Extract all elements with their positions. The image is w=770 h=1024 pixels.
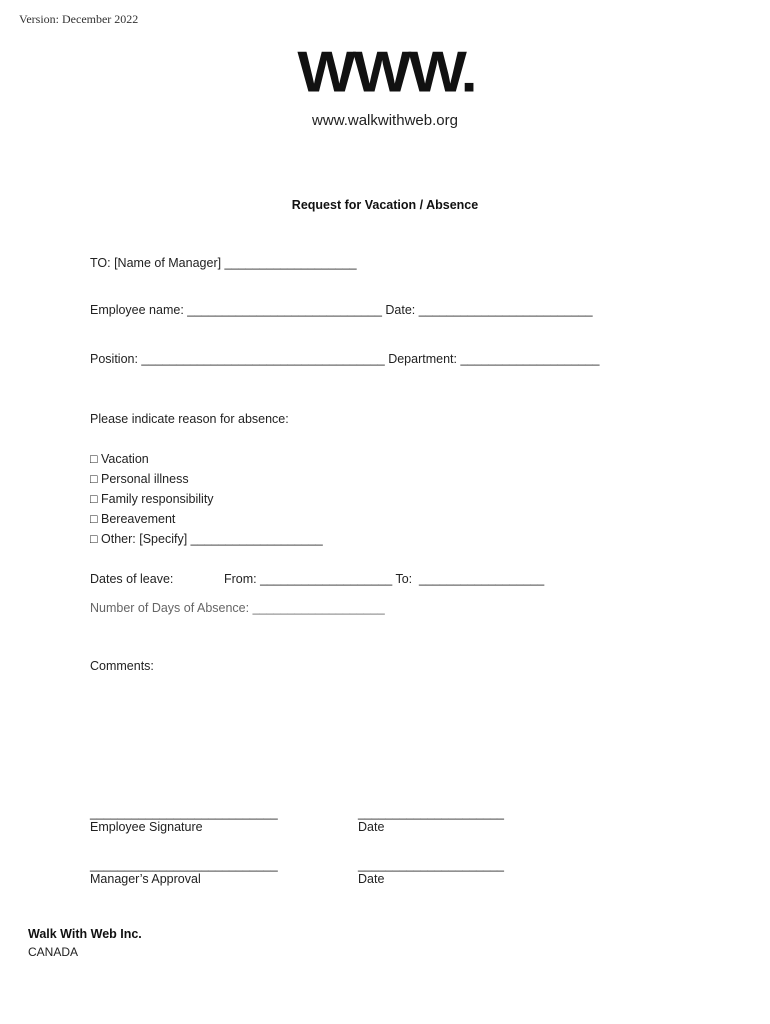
reason-personal-illness-checkbox: □ Personal illness (90, 472, 189, 486)
to-manager-field: TO: [Name of Manager] ___________________ (90, 256, 357, 270)
position-field: Position: ___________________________________ Department: ____________________ (90, 352, 600, 366)
employee-date-label: Date (358, 820, 385, 834)
manager-approval-label: Manager’s Approval (90, 872, 201, 886)
company-name: Walk With Web Inc. (28, 927, 142, 941)
employee-signature-label: Employee Signature (90, 820, 203, 834)
employee-date-line: _____________________ (358, 806, 504, 820)
dates-from-to-field: From: ___________________ To: __________________ (224, 572, 545, 586)
days-of-absence-field: Number of Days of Absence: ___________________ (90, 601, 385, 615)
logo: WWW. (297, 40, 475, 105)
reason-family-responsibility-checkbox: □ Family responsibility (90, 492, 214, 506)
manager-date-label: Date (358, 872, 385, 886)
manager-date-line: _____________________ (358, 858, 504, 872)
comments-label: Comments: (90, 659, 154, 673)
reason-vacation-checkbox: □ Vacation (90, 452, 149, 466)
website-url: www.walkwithweb.org (312, 112, 458, 129)
manager-approval-line: ___________________________ (90, 858, 278, 872)
form-title: Request for Vacation / Absence (291, 198, 479, 212)
reason-other-checkbox: □ Other: [Specify] ___________________ (90, 532, 323, 546)
reason-bereavement-checkbox: □ Bereavement (90, 512, 176, 526)
reason-prompt: Please indicate reason for absence: (90, 412, 289, 426)
employee-signature-line: ___________________________ (90, 806, 278, 820)
dates-of-leave-label: Dates of leave: (90, 572, 174, 586)
company-country: CANADA (28, 945, 79, 959)
employee-name-field: Employee name: ____________________________ Date: _________________________ (90, 303, 593, 317)
version-label: Version: December 2022 (19, 12, 139, 26)
